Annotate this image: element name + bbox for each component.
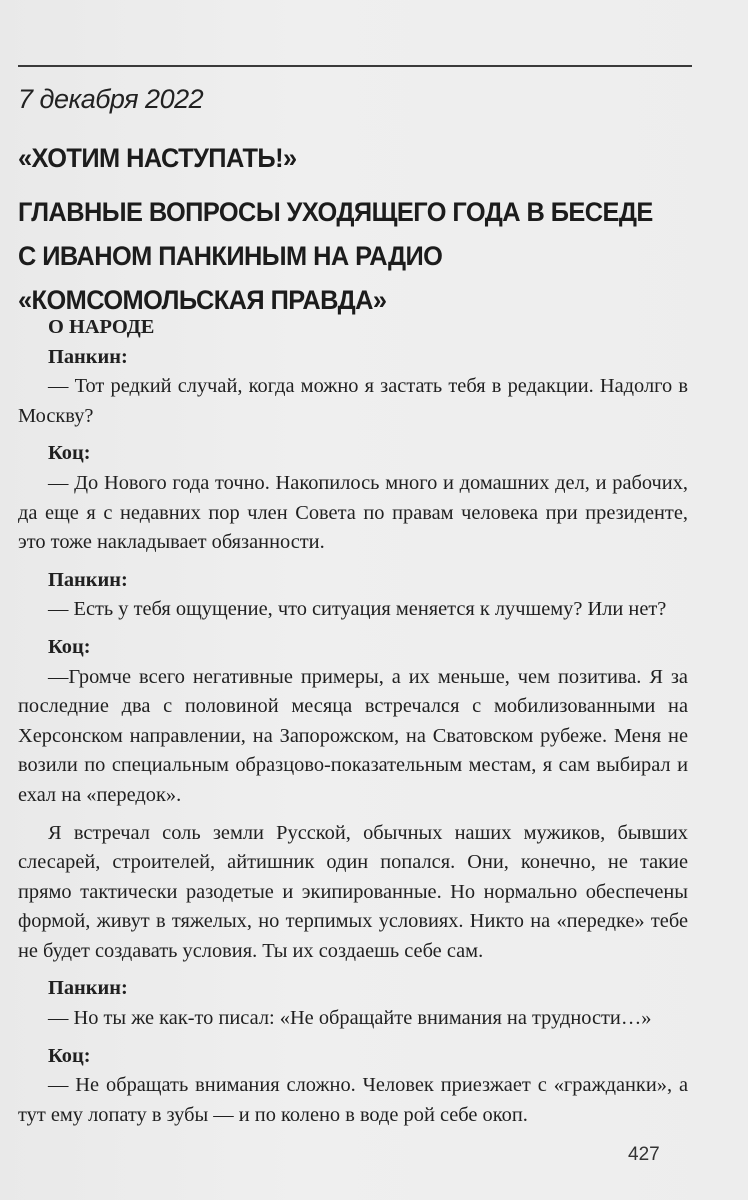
paragraph: — До Нового года точно. Накопилось много и домашних дел, и рабочих, да еще я с недавних пор член Совета по правам человека при президенте, это тоже накладывает обязанности. bbox=[18, 471, 688, 554]
speaker-label: Коц: bbox=[48, 635, 91, 658]
article-date: 7 декабря 2022 bbox=[18, 84, 204, 114]
speaker-label: Панкин: bbox=[48, 345, 128, 368]
paragraph: — Тот редкий случай, когда можно я застать тебя в редакции. Надолго в Москву? bbox=[18, 375, 688, 427]
paragraph: — Есть у тебя ощущение, что ситуация меняется к лучшему? Или нет? bbox=[48, 598, 667, 621]
paragraph: — Но ты же как-то писал: «Не обращайте внимания на трудности…» bbox=[48, 1007, 652, 1030]
speaker-label: Панкин: bbox=[48, 568, 128, 591]
page-number: 427 bbox=[628, 1144, 660, 1165]
article-body bbox=[18, 313, 688, 1130]
paragraph: — Не обращать внимания сложно. Человек приезжает с «гражданки», а тут ему лопату в зубы — и по колено в воде рой себе окоп. bbox=[18, 1074, 688, 1126]
speaker-label: Панкин: bbox=[48, 977, 128, 1000]
speaker-label: Коц: bbox=[48, 1044, 91, 1067]
article-title: «ХОТИМ НАСТУПАТЬ!» bbox=[18, 143, 297, 173]
article-subtitle bbox=[18, 190, 653, 322]
header-rule bbox=[18, 65, 692, 67]
speaker-label: Коц: bbox=[48, 442, 91, 465]
paragraph: Я встречал соль земли Русской, обычных наших мужиков, бывших слесарей, строителей, айтишник один попался. Они, конечно, не такие прямо тактически разодетые и экипированные. Но нормально обеспечены формой, живут в тяжелых, но терпимых условиях. Никто на «передке» тебе не будет создавать условия. Ты их создаешь себе сам. bbox=[18, 821, 688, 962]
speaker-label: О НАРОДЕ bbox=[48, 316, 155, 338]
subtitle-line: С ИВАНОМ ПАНКИНЫМ НА РАДИО bbox=[18, 241, 443, 271]
subtitle-line: «КОМСОМОЛЬСКАЯ ПРАВДА» bbox=[18, 285, 387, 315]
paragraph: —Громче всего негативные примеры, а их меньше, чем позитива. Я за последние два с половиной месяца встречался с мобилизованными на Херсонском направлении, на Запорожском, на Сватовском рубеже. Меня не возили по специальным образцово-показательным местам, я сам выбирал и ехал на «передок». bbox=[18, 665, 688, 806]
subtitle-line: ГЛАВНЫЕ ВОПРОСЫ УХОДЯЩЕГО ГОДА В БЕСЕДЕ bbox=[18, 197, 653, 227]
